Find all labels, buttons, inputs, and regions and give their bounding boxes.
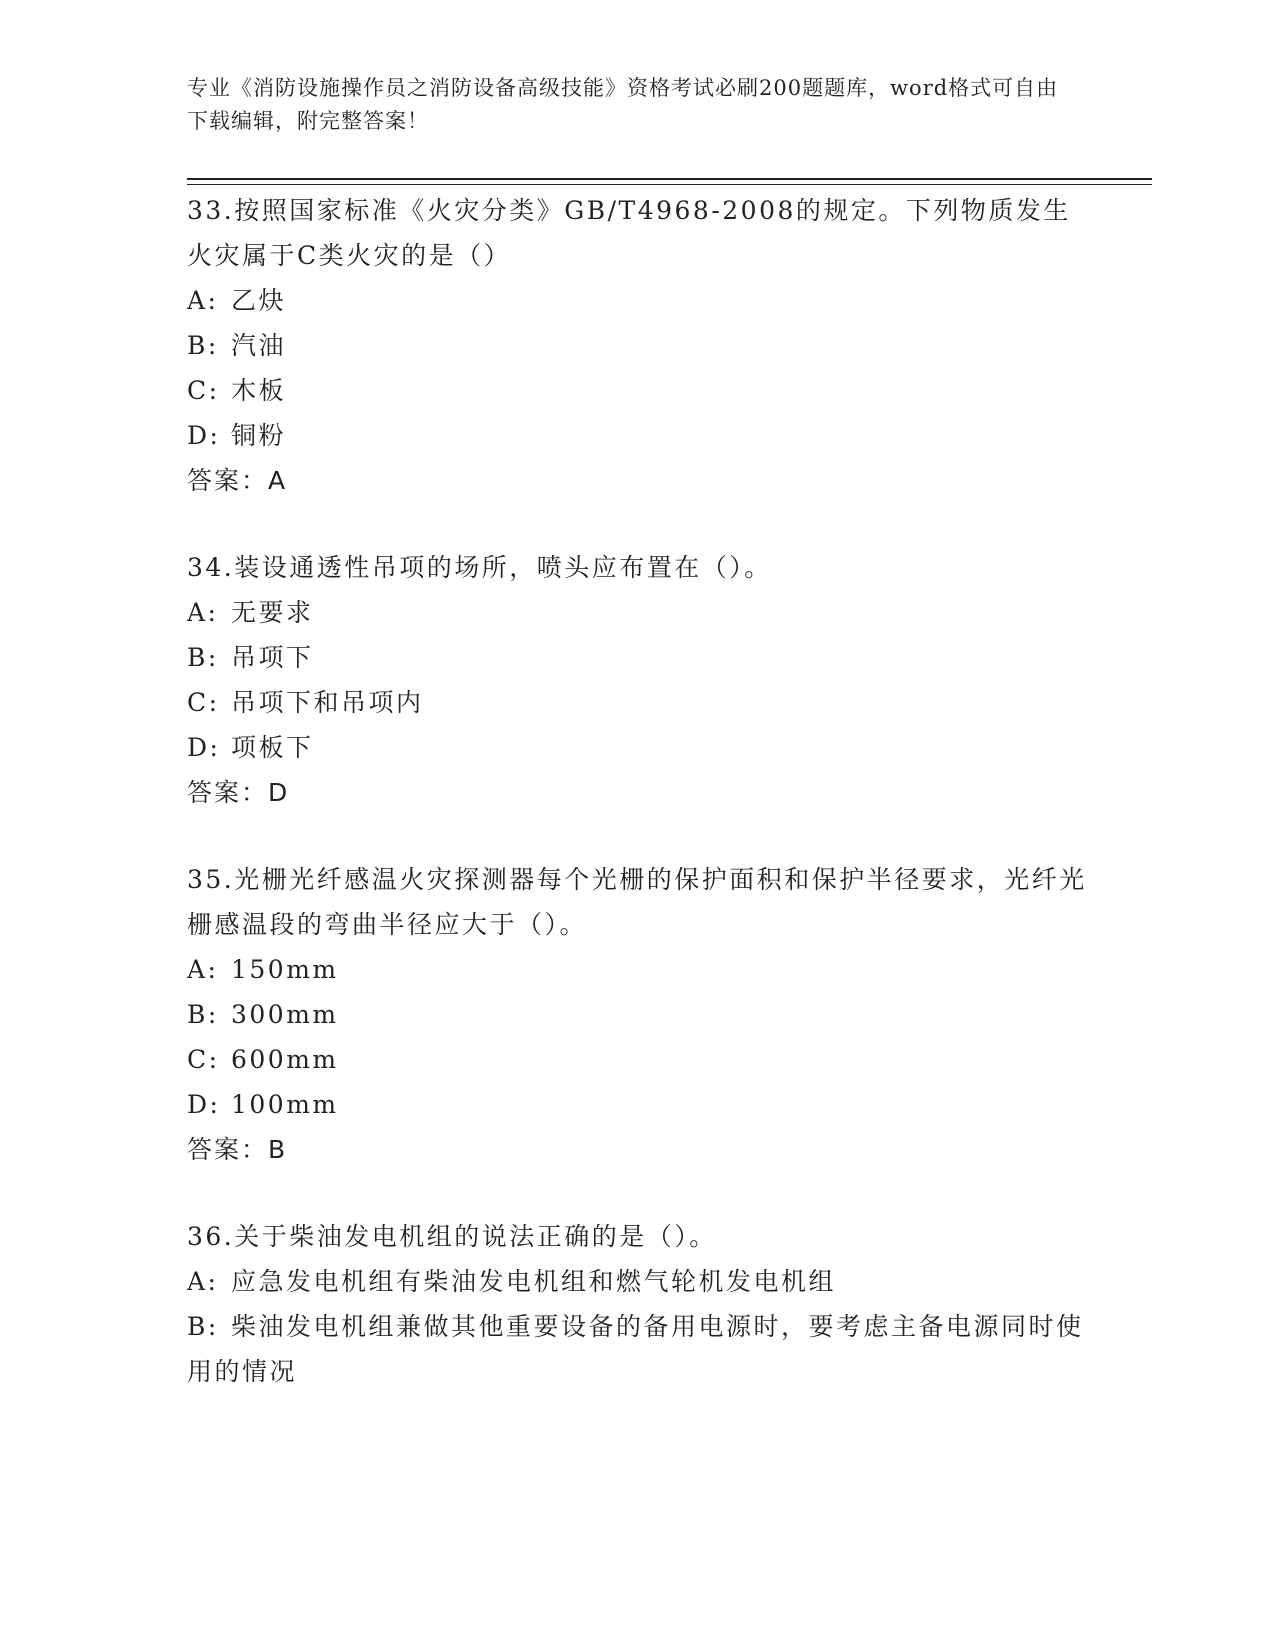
option-a xyxy=(187,1259,1087,1304)
option-d xyxy=(187,1082,1087,1127)
option-text: 100mm xyxy=(231,1090,339,1119)
option-c xyxy=(187,368,1087,413)
option-text: 铜粉 xyxy=(231,421,287,450)
option-letter: A: xyxy=(187,1267,219,1296)
option-letter: B: xyxy=(187,1312,219,1341)
option-letter: A: xyxy=(187,286,219,315)
question-stem: 36.关于柴油发电机组的说法正确的是（）。 xyxy=(187,1222,717,1251)
option-text: 柴油发电机组兼做其他重要设备的备用电源时，要考虑主备电源同时使用的情况 xyxy=(187,1312,1084,1386)
option-b xyxy=(187,635,1087,680)
option-letter: D: xyxy=(187,1090,221,1119)
option-text: 汽油 xyxy=(231,331,287,360)
question-36 xyxy=(187,1214,1087,1394)
question-stem: 33.按照国家标准《火灾分类》GB/T4968-2008的规定。下列物质发生火灾属于C类火灾的是（） xyxy=(187,196,1071,270)
option-d xyxy=(187,413,1087,458)
option-text: 300mm xyxy=(231,1000,339,1029)
option-letter: C: xyxy=(187,688,220,717)
question-stem: 34.装设通透性吊项的场所，喷头应布置在（）。 xyxy=(187,553,772,582)
option-letter: D: xyxy=(187,733,221,762)
answer-line: 答案：B xyxy=(187,1135,288,1164)
option-a xyxy=(187,947,1087,992)
question-34 xyxy=(187,545,1087,815)
answer-line: 答案：D xyxy=(187,778,290,807)
option-text: 吊项下 xyxy=(231,643,314,672)
option-letter: C: xyxy=(187,376,220,405)
question-33 xyxy=(187,188,1087,503)
option-a xyxy=(187,590,1087,635)
option-d xyxy=(187,725,1087,770)
question-list xyxy=(187,188,1087,1436)
option-b xyxy=(187,323,1087,368)
option-text: 乙炔 xyxy=(231,286,287,315)
option-b xyxy=(187,992,1087,1037)
option-text: 无要求 xyxy=(231,598,314,627)
option-letter: D: xyxy=(187,421,221,450)
option-letter: A: xyxy=(187,955,219,984)
option-c xyxy=(187,1037,1087,1082)
option-b xyxy=(187,1304,1087,1394)
header-divider xyxy=(187,178,1152,185)
answer-line: 答案：A xyxy=(187,466,288,495)
option-letter: B: xyxy=(187,643,219,672)
option-letter: C: xyxy=(187,1045,220,1074)
option-text: 木板 xyxy=(231,376,287,405)
option-text: 项板下 xyxy=(231,733,314,762)
option-letter: B: xyxy=(187,1000,219,1029)
option-text: 150mm xyxy=(231,955,339,984)
option-text: 600mm xyxy=(231,1045,339,1074)
option-text: 吊项下和吊项内 xyxy=(231,688,424,717)
option-a xyxy=(187,278,1087,323)
option-text: 应急发电机组有柴油发电机组和燃气轮机发电机组 xyxy=(231,1267,837,1296)
document-header: 专业《消防设施操作员之消防设备高级技能》资格考试必刷200题题库，word格式可自由下载编辑，附完整答案！ xyxy=(187,76,1059,133)
option-c xyxy=(187,680,1087,725)
question-35 xyxy=(187,857,1087,1172)
option-letter: A: xyxy=(187,598,219,627)
question-stem: 35.光栅光纤感温火灾探测器每个光栅的保护面积和保护半径要求，光纤光栅感温段的弯曲半径应大于（）。 xyxy=(187,865,1087,939)
option-letter: B: xyxy=(187,331,219,360)
